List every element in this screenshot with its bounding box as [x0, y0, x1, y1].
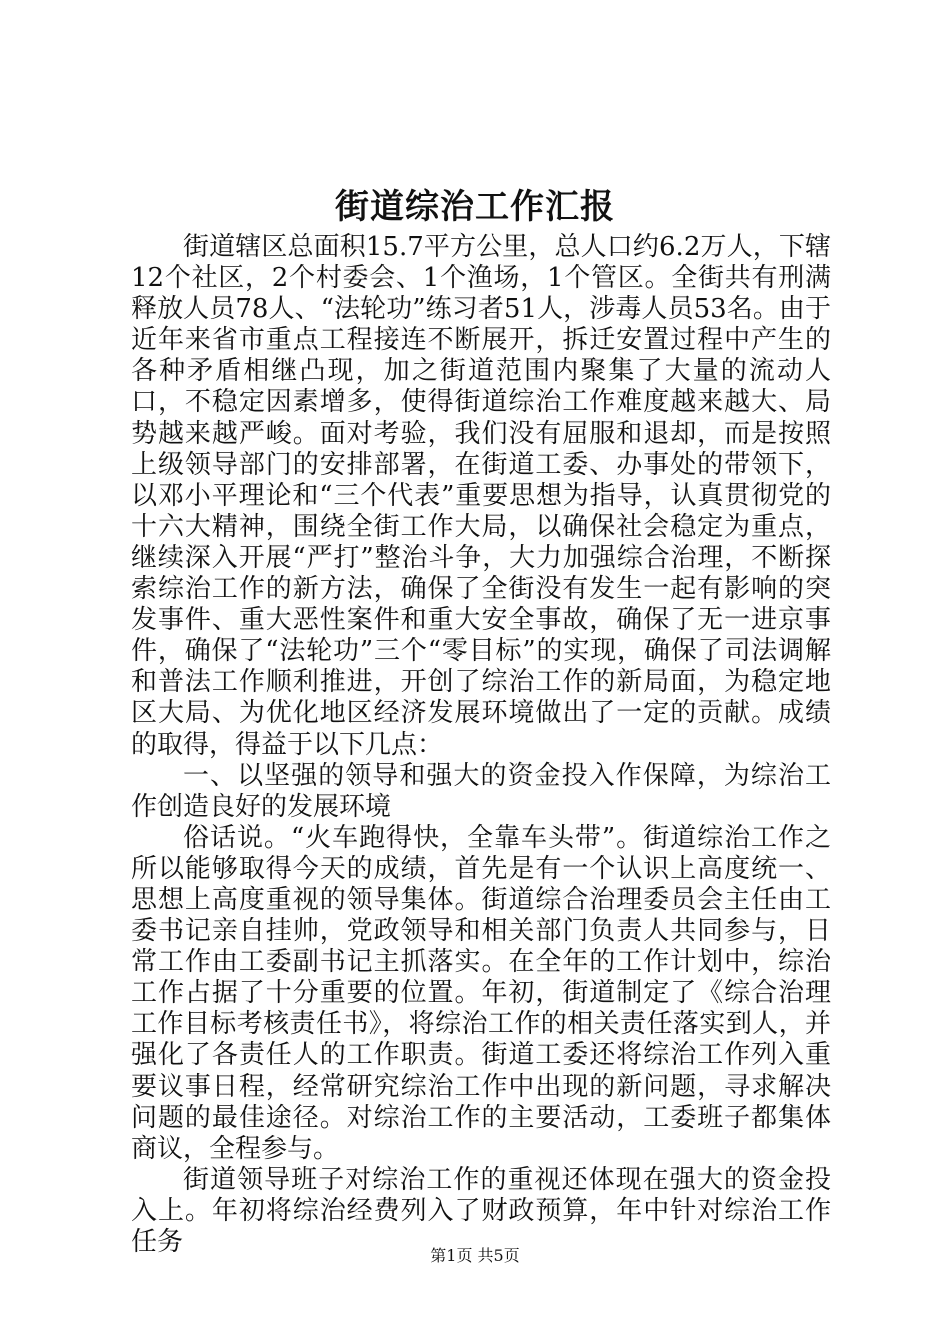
paragraph-intro: 街道辖区总面积15.7平方公里，总人口约6.2万人，下辖12个社区，2个村委会、1个渔场，1个管区。全街共有刑满释放人员78人、“法轮功”练习者51人，涉毒人员53名。由于近年来省市重点工程接连不断展开，拆迁安置过程中产生的各种矛盾相继凸现，加之街道范围内聚集了大量的流动人口，不稳定因素增多，使得街道综治工作难度越来越大、局势越来越严峻。面对考验，我们没有屈服和退却，而是按照上级领导部门的安排部署，在街道工委、办事处的带领下，以邓小平理论和“三个代表”重要思想为指导，认真贯彻党的十六大精神，围绕全街工作大局，以确保社会稳定为重点，继续深入开展“严打”整治斗争，大力加强综合治理，不断探索综治工作的新方法，确保了全街没有发生一起有影响的突发事件、重大恶性案件和重大安全事故，确保了无一进京事件，确保了“法轮功”三个“零目标”的实现，确保了司法调解和普法工作顺利推进，开创了综治工作的新局面，为稳定地区大局、为优化地区经济发展环境做出了一定的贡献。成绩的取得，得益于以下几点：	[131, 232, 831, 760]
paragraph-leadership: 俗话说。“火车跑得快，全靠车头带”。街道综治工作之所以能够取得今天的成绩，首先是有一个认识上高度统一、思想上高度重视的领导集体。街道综合治理委员会主任由工委书记亲自挂帅，党政领导和相关部门负责人共同参与，日常工作由工委副书记主抓落实。在全年的工作计划中，综治工作占据了十分重要的位置。年初，街道制定了《综合治理工作目标考核责任书》，将综治工作的相关责任落实到人，并强化了各责任人的工作职责。街道工委还将综治工作列入重要议事日程，经常研究综治工作中出现的新问题，寻求解决问题的最佳途径。对综治工作的主要活动，工委班子都集体商议，全程参与。	[131, 822, 831, 1164]
document-body	[131, 232, 831, 1258]
page-footer: 第1页 共5页	[430, 1246, 520, 1265]
section-heading-1: 一、以坚强的领导和强大的资金投入作保障，为综治工作创造良好的发展环境	[131, 760, 831, 822]
paragraph-funding: 街道领导班子对综治工作的重视还体现在强大的资金投入上。年初将综治经费列入了财政预算，年中针对综治工作任务	[131, 1164, 831, 1257]
document-title: 街道综治工作汇报	[335, 187, 615, 227]
